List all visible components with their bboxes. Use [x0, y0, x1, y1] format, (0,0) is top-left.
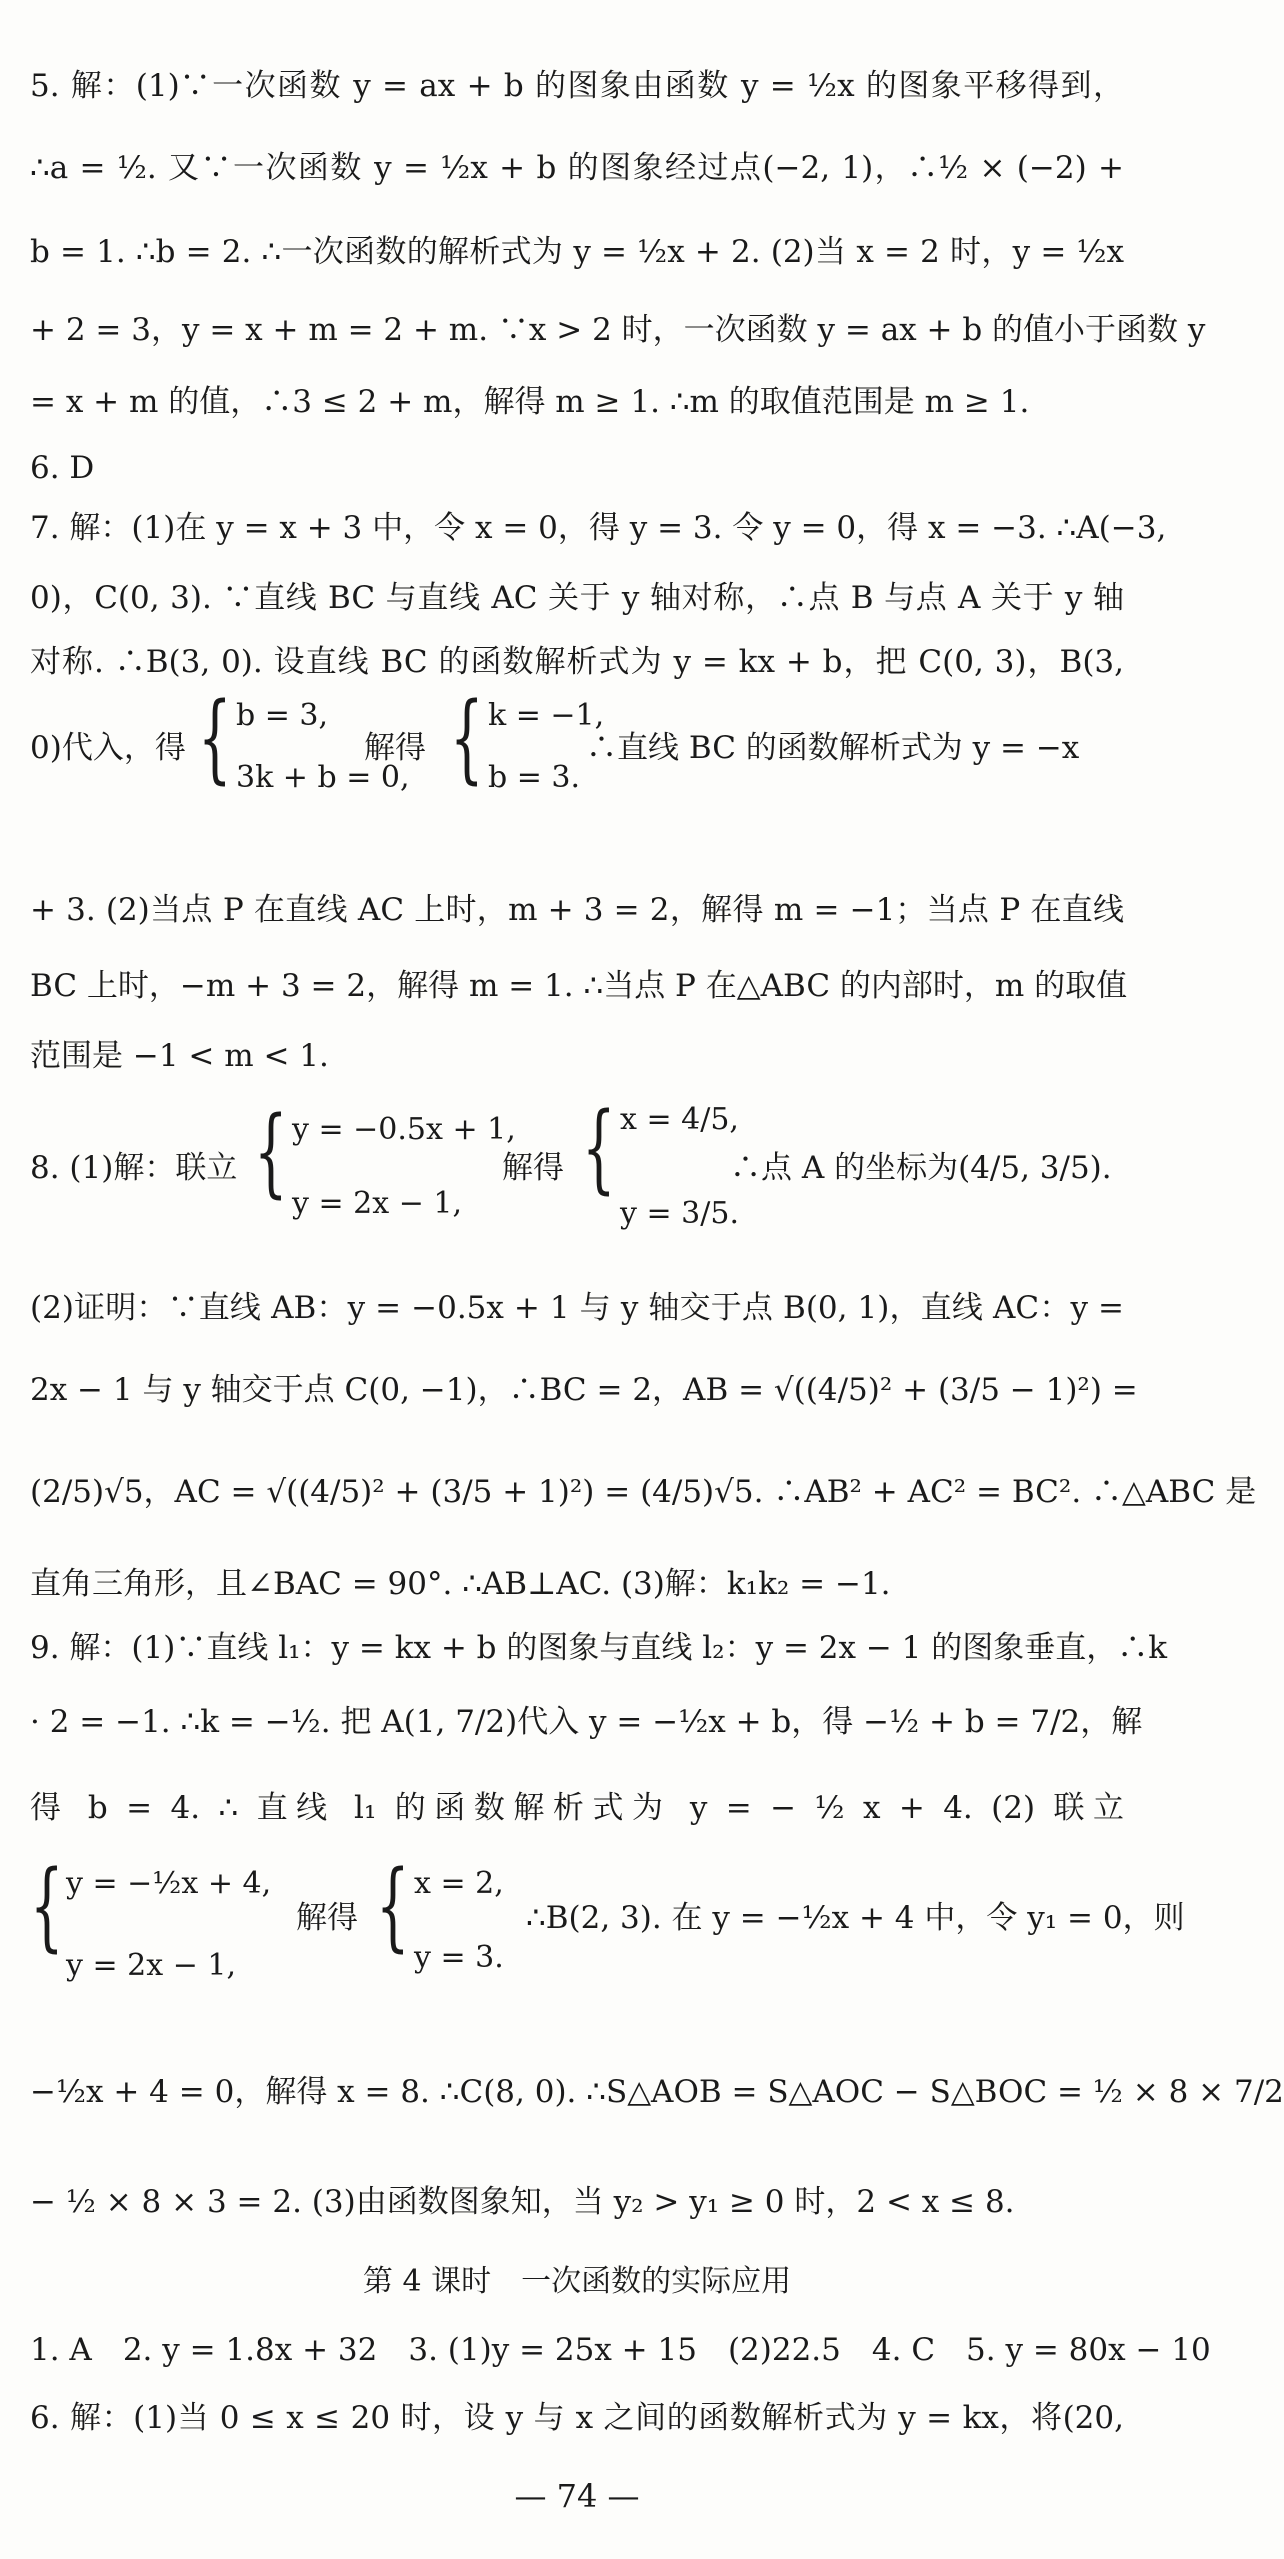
q5-line-5: = x + m 的值，∴3 ≤ 2 + m，解得 m ≥ 1. ∴m 的取值范围是 m ≥ 1.	[30, 384, 1030, 420]
q7-line-1: 7. 解：(1)在 y = x + 3 中，令 x = 0，得 y = 3. 令 y = 0，得 x = −3. ∴A(−3,	[30, 510, 1167, 546]
q8-solution-brace: {	[582, 1092, 616, 1204]
q7-solution-brace: {	[450, 682, 484, 794]
section-title: 第 4 课时 一次函数的实际应用	[362, 2264, 792, 2299]
q5-line-2: ∴a = ½. 又∵一次函数 y = ½x + b 的图象经过点(−2, 1)，∴½ × (−2) +	[30, 150, 1124, 186]
q7-solution-eq1: k = −1,	[488, 698, 605, 733]
q8-system-eq1: y = −0.5x + 1,	[292, 1112, 516, 1147]
q7-substitute-text: 0)代入，得	[30, 730, 186, 766]
q9-line-6: − ½ × 8 × 3 = 2. (3)由函数图象知，当 y₂ > y₁ ≥ 0 时，2 < x ≤ 8.	[30, 2184, 1015, 2220]
q7-system-eq2: 3k + b = 0,	[236, 760, 410, 795]
q7-line-bc: ∴直线 BC 的函数解析式为 y = −x	[586, 730, 1080, 766]
page-number: — 74 —	[514, 2477, 640, 2515]
q7-system-brace: {	[198, 682, 232, 794]
q7-system-eq1: b = 3,	[236, 698, 329, 733]
q8-line-4: (2/5)√5，AC = √((4/5)² + (3/5 + 1)²) = (4/5)√5. ∴AB² + AC² = BC². ∴△ABC 是	[30, 1474, 1257, 1510]
q8-line-3: 2x − 1 与 y 轴交于点 C(0, −1)，∴BC = 2，AB = √((4/5)² + (3/5 − 1)²) =	[30, 1372, 1138, 1408]
q8-solution-eq1: x = 4/5,	[620, 1102, 739, 1137]
q9-line-5: −½x + 4 = 0，解得 x = 8. ∴C(8, 0). ∴S△AOB = S△AOC − S△BOC = ½ × 8 × 7/2	[30, 2074, 1284, 2110]
q9-line-3: 得 b = 4. ∴ 直线 l₁ 的函数解析式为 y = − ½ x + 4. (2) 联立	[30, 1790, 1124, 1826]
q5-line-1: 5. 解：(1)∵一次函数 y = ax + b 的图象由函数 y = ½x 的图象平移得到，	[30, 68, 1124, 104]
q7-line-6: BC 上时，−m + 3 = 2，解得 m = 1. ∴当点 P 在△ABC 的内部时，m 的取值	[30, 968, 1128, 1004]
q8-system-brace: {	[254, 1096, 288, 1208]
q8-point-a: ∴点 A 的坐标为(4/5, 3/5).	[730, 1150, 1112, 1186]
q9-solution-brace: {	[376, 1850, 410, 1962]
q9-line-2: · 2 = −1. ∴k = −½. 把 A(1, 7/2)代入 y = −½x + b，得 −½ + b = 7/2，解	[30, 1704, 1143, 1740]
q7-solution-eq2: b = 3.	[488, 760, 581, 795]
q9-solution-eq1: x = 2,	[414, 1866, 504, 1901]
q8-solve-text: 解得	[502, 1150, 564, 1186]
q9-system-eq2: y = 2x − 1,	[66, 1948, 236, 1983]
q9-system-brace: {	[30, 1850, 64, 1962]
q7-line-3: 对称. ∴B(3, 0). 设直线 BC 的函数解析式为 y = kx + b，把 C(0, 3)，B(3,	[30, 644, 1124, 680]
q7-line-2: 0)，C(0, 3). ∵直线 BC 与直线 AC 关于 y 轴对称，∴点 B 与点 A 关于 y 轴	[30, 580, 1124, 616]
q9-solve-text: 解得	[296, 1900, 358, 1936]
q5-line-3: b = 1. ∴b = 2. ∴一次函数的解析式为 y = ½x + 2. (2)当 x = 2 时，y = ½x	[30, 234, 1124, 270]
q8-system-eq2: y = 2x − 1,	[292, 1186, 462, 1221]
q8-line-2: (2)证明：∵直线 AB：y = −0.5x + 1 与 y 轴交于点 B(0, 1)，直线 AC：y =	[30, 1290, 1124, 1326]
q7-solve-text: 解得	[364, 730, 426, 766]
q6-answer: 6. D	[30, 450, 95, 486]
q9-system-eq1: y = −½x + 4,	[66, 1866, 272, 1901]
q8-solution-eq2: y = 3/5.	[620, 1196, 739, 1231]
q8-combine-text: 8. (1)解：联立	[30, 1150, 238, 1186]
q9-point-b: ∴B(2, 3). 在 y = −½x + 4 中，令 y₁ = 0，则	[526, 1900, 1185, 1936]
q9-solution-eq2: y = 3.	[414, 1940, 504, 1975]
q5-line-4: + 2 = 3，y = x + m = 2 + m. ∵x > 2 时，一次函数 y = ax + b 的值小于函数 y	[30, 312, 1206, 348]
q9-line-1: 9. 解：(1)∵直线 l₁：y = kx + b 的图象与直线 l₂：y = 2x − 1 的图象垂直，∴k	[30, 1630, 1168, 1666]
q7-line-7: 范围是 −1 < m < 1.	[30, 1038, 329, 1074]
q7-line-5: + 3. (2)当点 P 在直线 AC 上时，m + 3 = 2，解得 m = −1；当点 P 在直线	[30, 892, 1124, 928]
lesson4-answers: 1. A 2. y = 1.8x + 32 3. (1)y = 25x + 15 (2)22.5 4. C 5. y = 80x − 10	[30, 2332, 1211, 2368]
q8-line-5: 直角三角形，且∠BAC = 90°. ∴AB⊥AC. (3)解：k₁k₂ = −1.	[30, 1566, 891, 1602]
lesson4-q6-line-1: 6. 解：(1)当 0 ≤ x ≤ 20 时，设 y 与 x 之间的函数解析式为 y = kx，将(20,	[30, 2400, 1124, 2436]
